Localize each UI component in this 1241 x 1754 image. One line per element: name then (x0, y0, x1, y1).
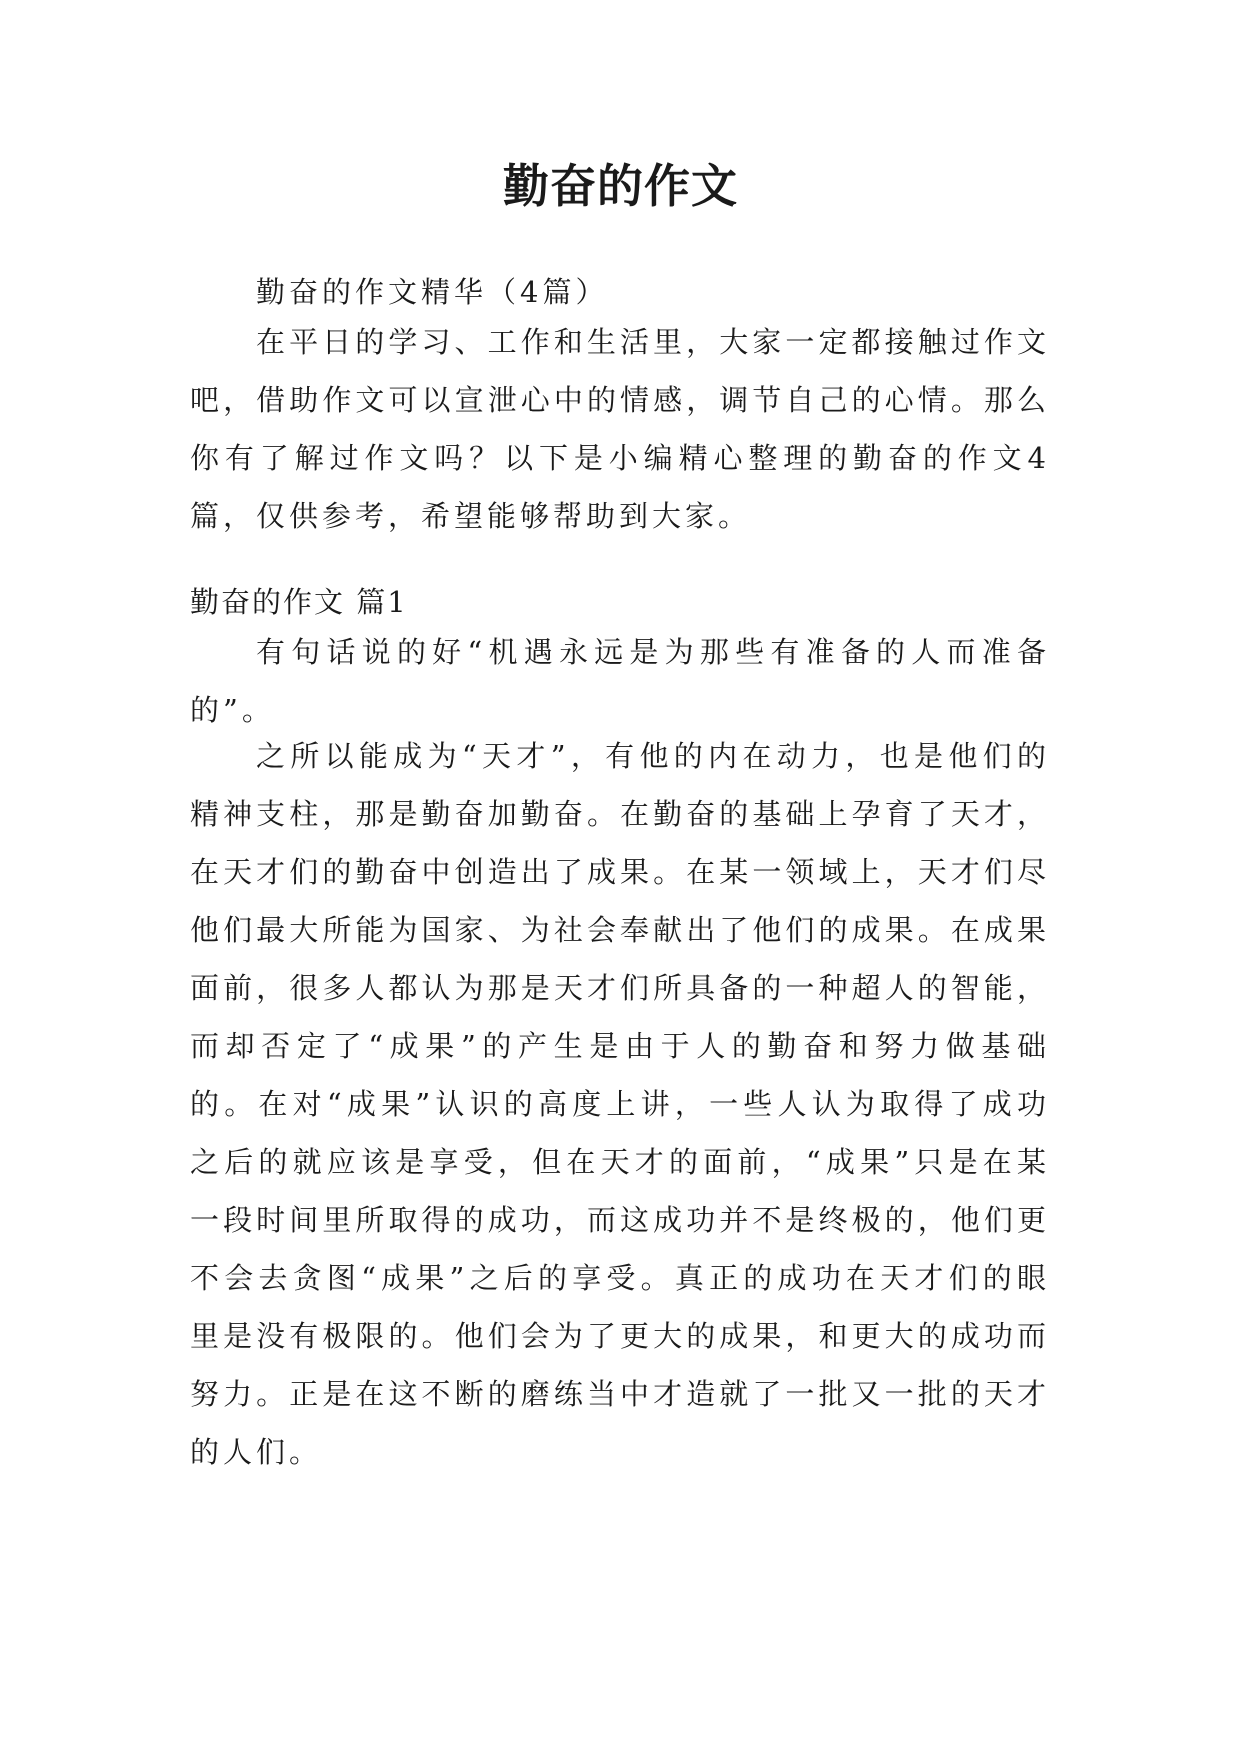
intro-paragraph: 在平日的学习、工作和生活里，大家一定都接触过作文吧，借助作文可以宣泄心中的情感，调节自己的心情。那么你有了解过作文吗？以下是小编精心整理的勤奋的作文4篇，仅供参考，希望能够帮助到大家。 (190, 325, 1050, 533)
document-title: 勤奋的作文 (503, 159, 738, 213)
paragraph-1: 有句话说的好“机遇永远是为那些有准备的人而准备的”。 (190, 635, 1050, 727)
section-heading: 勤奋的作文 篇1 (190, 585, 408, 619)
paragraph-2: 之所以能成为“天才”，有他的内在动力，也是他们的精神支柱，那是勤奋加勤奋。在勤奋的基础上孕育了天才，在天才们的勤奋中创造出了成果。在某一领域上，天才们尽他们最大所能为国家、为社会奉献出了他们的成果。在成果面前，很多人都认为那是天才们所具备的一种超人的智能，而却否定了“成果”的产生是由于人的勤奋和努力做基础的。在对“成果”认识的高度上讲，一些人认为取得了成功之后的就应该是享受，但在天才的面前，“成果”只是在某一段时间里所取得的成功，而这成功并不是终极的，他们更不会去贪图“成果”之后的享受。真正的成功在天才们的眼里是没有极限的。他们会为了更大的成果，和更大的成功而努力。正是在这不断的磨练当中才造就了一批又一批的天才的人们。 (190, 739, 1050, 1469)
document-subtitle: 勤奋的作文精华（4篇） (256, 275, 609, 309)
